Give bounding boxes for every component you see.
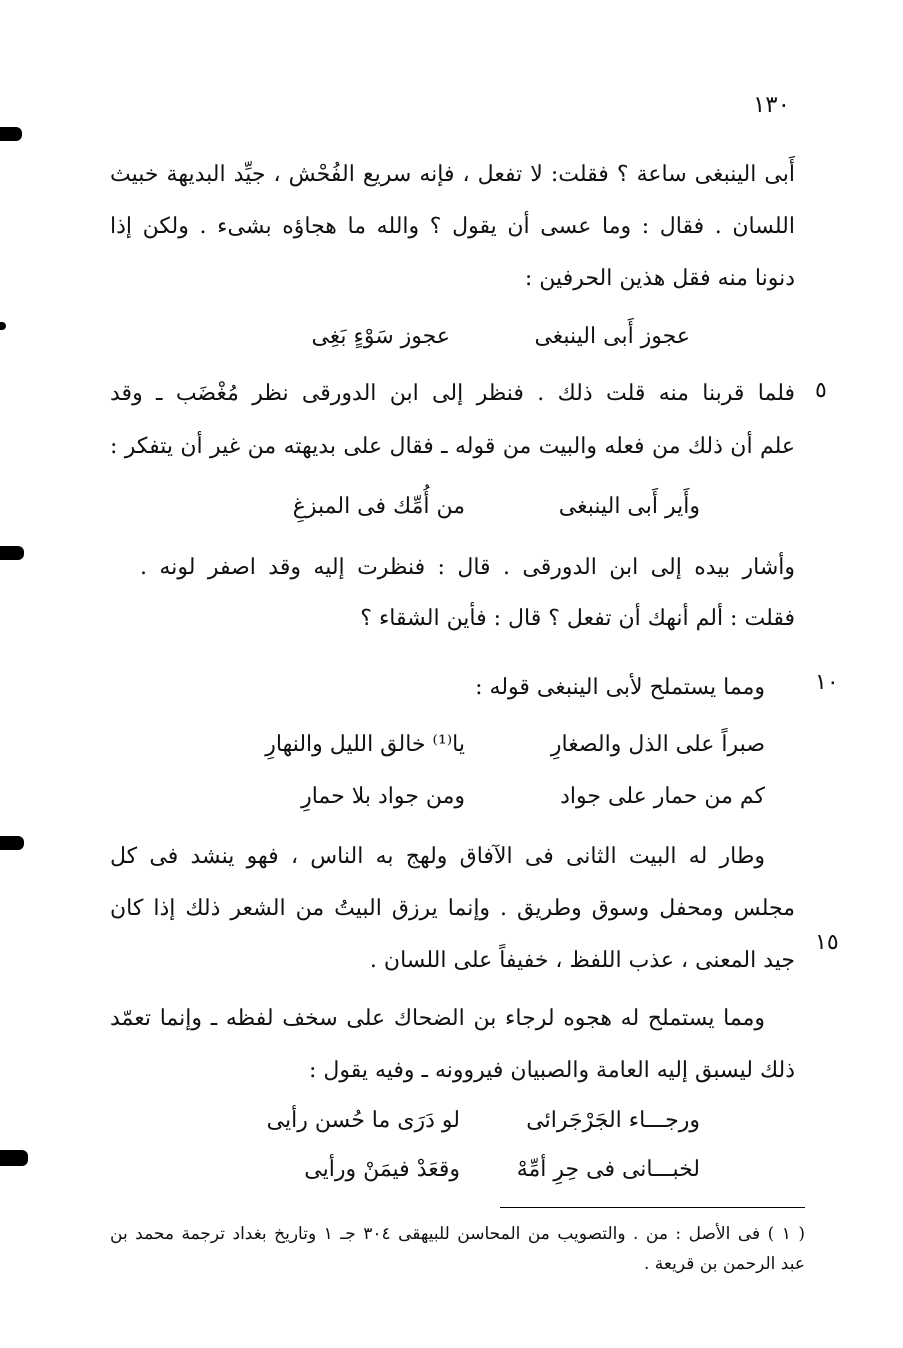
text-line: فلما قربنا منه قلت ذلك . فنظر إلى ابن الدورقى نظر مُغْضَب ـ وقد — [110, 381, 795, 406]
verse — [215, 1106, 700, 1136]
verse — [220, 322, 690, 352]
text-line: علم أن ذلك من فعله والبيت من قوله ـ فقال على بديهته من غير أن يتفكر : — [110, 434, 795, 459]
scan-mark — [0, 127, 22, 141]
text-line: ذلك ليسبق إليه العامة والصبيان فيروونه ـ وفيه يقول : — [308, 1058, 795, 1083]
scan-mark — [0, 546, 24, 560]
text-line: وأشار بيده إلى ابن الدورقى . قال : فنظرت إليه وقد اصفر لونه . — [140, 555, 795, 580]
verse-hemistich: وأَير أَبى الينبغى — [558, 494, 700, 519]
verse-hemistich: لخبـــانى فى حِرِ أمِّهْ — [516, 1157, 700, 1182]
line-number: ١٠ — [815, 670, 839, 695]
verse — [225, 492, 700, 522]
verse-hemistich: ورجـــاء الجَرْجَرائى — [526, 1108, 700, 1133]
text-line: أَبى الينبغى ساعة ؟ فقلت: لا تفعل ، فإنه سريع الفُحْش ، جيِّد البديهة خبيث — [110, 162, 795, 187]
scan-mark — [0, 1150, 28, 1166]
line-number: ٥ — [815, 378, 827, 403]
page-number: ١٣٠ — [752, 92, 790, 118]
verse-hemistich: عجوز سَوْءٍ بَغِى — [311, 324, 450, 349]
footnote-line: عبد الرحمن بن قريعة . — [643, 1254, 805, 1274]
footnote-line: ( ١ ) فى الأصل : من . والتصويب من المحاسن للبيهقى ٣٠٤ جـ ١ وتاريخ بغداد ترجمة محمد بن — [110, 1224, 806, 1244]
verse-hemistich: لو دَرَى ما حُسن رأيى — [266, 1108, 460, 1133]
verse-hemistich: يا⁽¹⁾ خالق الليل والنهارِ — [265, 732, 465, 757]
scan-mark — [0, 836, 24, 850]
text-line: ومما يستملح لأبى الينبغى قوله : — [475, 675, 765, 700]
text-line: وطار له البيت الثانى فى الآفاق ولهج به الناس ، فهو ينشد فى كل — [110, 844, 765, 869]
scan-mark — [0, 322, 6, 330]
verse — [215, 1155, 700, 1185]
verse — [170, 730, 765, 760]
text-line: فقلت : ألم أنهك أن تفعل ؟ قال : فأين الشقاء ؟ — [360, 606, 795, 631]
text-line: دنونا منه فقل هذين الحرفين : — [524, 266, 795, 291]
verse-hemistich: من أُمِّك فى المبزغِ — [292, 494, 465, 519]
verse-hemistich: صبراً على الذل والصغارِ — [550, 732, 765, 757]
footnote-rule — [500, 1207, 805, 1208]
text-line: مجلس ومحفل وسوق وطريق . وإنما يرزق البيتُ من الشعر ذلك إذا كان — [110, 896, 795, 921]
verse-hemistich: كم من حمار على جواد — [560, 784, 765, 809]
verse — [170, 782, 765, 812]
verse-hemistich: ومن جواد بلا حمارِ — [301, 784, 465, 809]
verse-hemistich: وقعَدْ فيمَنْ ورأيى — [304, 1157, 460, 1182]
text-line: اللسان . فقال : وما عسى أن يقول ؟ والله ما هجاؤه بشىء . ولكن إذا — [110, 214, 795, 239]
text-line: جيد المعنى ، عذب اللفظ ، خفيفاً على اللسان . — [369, 948, 795, 973]
verse-hemistich: عجوز أَبى الينبغى — [534, 324, 690, 349]
line-number: ١٥ — [815, 930, 839, 955]
text-line: ومما يستملح له هجوه لرجاء بن الضحاك على سخف لفظه ـ وإنما تعمّد — [110, 1006, 765, 1031]
